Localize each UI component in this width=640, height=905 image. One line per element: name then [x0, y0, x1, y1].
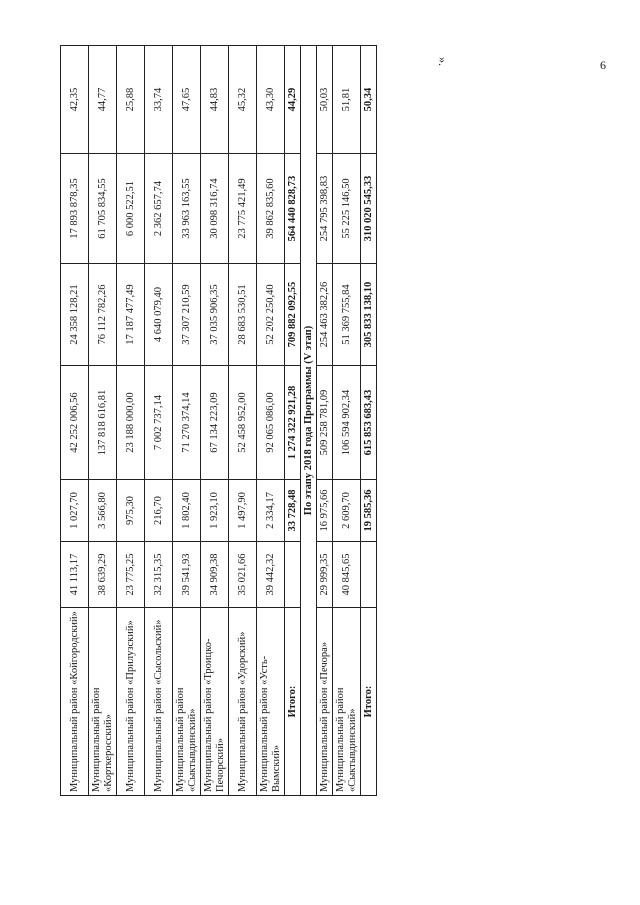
cell-total-cost: 7 002 737,14 [145, 366, 173, 480]
table-row [229, 46, 257, 796]
cell-municipality: Муниципальный район «Удорский» [229, 608, 257, 796]
cell-municipality: Муниципальный район «Троицко-Печорский» [201, 608, 229, 796]
cell-budget-share: 564 440 828,73 [285, 154, 301, 264]
rotated-table-container [60, 46, 440, 796]
cell-fund-share: 52 202 250,40 [257, 264, 285, 366]
cell-fund-share: 4 640 079,40 [145, 264, 173, 366]
cell-municipality: Муниципальный район «Койгородский» [61, 608, 89, 796]
cell-percent: 43,30 [257, 46, 285, 154]
closing-quote-mark: ». [436, 57, 450, 66]
cell-area: 16 975,66 [317, 480, 333, 542]
total-row [285, 46, 301, 796]
program-funding-table [60, 45, 377, 796]
table-row [257, 46, 285, 796]
cell-fund-share: 254 463 382,26 [317, 264, 333, 366]
cell-budget-share: 254 795 398,83 [317, 154, 333, 264]
cell-percent: 50,34 [361, 46, 377, 154]
cell-municipality: Муниципальный район «Прилузский» [117, 608, 145, 796]
cell-fund-share: 305 833 138,10 [361, 264, 377, 366]
table-row [173, 46, 201, 796]
cell-percent: 47,65 [173, 46, 201, 154]
cell-total-cost: 67 134 223,09 [201, 366, 229, 480]
cell-percent: 45,32 [229, 46, 257, 154]
table-row [89, 46, 117, 796]
cell-fund-share: 76 112 782,26 [89, 264, 117, 366]
cell-fund-share: 24 358 128,21 [61, 264, 89, 366]
table-body [61, 46, 377, 796]
cell-total-cost: 106 594 902,34 [333, 366, 361, 480]
cell-area: 2 334,17 [257, 480, 285, 542]
cell-budget-share: 2 362 657,74 [145, 154, 173, 264]
cell-percent: 33,74 [145, 46, 173, 154]
section-heading-row [301, 46, 317, 796]
cell-value: 35 021,66 [229, 542, 257, 608]
total-row [361, 46, 377, 796]
table-row [145, 46, 173, 796]
cell-fund-share: 709 882 092,55 [285, 264, 301, 366]
cell-value: 41 113,17 [61, 542, 89, 608]
total-label: Итого: [285, 608, 301, 796]
cell-municipality: Муниципальный район «Сыктывдинский» [173, 608, 201, 796]
cell-value: 39 541,93 [173, 542, 201, 608]
cell-area: 33 728,48 [285, 480, 301, 542]
table-row [317, 46, 333, 796]
cell-percent: 44,29 [285, 46, 301, 154]
cell-total-cost: 1 274 322 921,28 [285, 366, 301, 480]
cell-total-cost: 615 853 683,43 [361, 366, 377, 480]
cell-fund-share: 37 307 210,59 [173, 264, 201, 366]
cell-total-cost: 71 270 374,14 [173, 366, 201, 480]
cell-municipality: Муниципальный район «Печора» [317, 608, 333, 796]
total-label: Итого: [361, 608, 377, 796]
cell-total-cost: 92 065 086,00 [257, 366, 285, 480]
cell-percent: 50,03 [317, 46, 333, 154]
cell-area: 216,70 [145, 480, 173, 542]
cell-municipality: Муниципальный район «Корткеросский» [89, 608, 117, 796]
cell-municipality: Муниципальный район «Усть-Вымский» [257, 608, 285, 796]
cell-value: 23 775,25 [117, 542, 145, 608]
cell-budget-share: 30 098 316,74 [201, 154, 229, 264]
cell-value [361, 542, 377, 608]
cell-fund-share: 51 369 755,84 [333, 264, 361, 366]
cell-municipality: Муниципальный район «Сыктывдинский» [333, 608, 361, 796]
cell-fund-share: 28 683 530,51 [229, 264, 257, 366]
table-row [333, 46, 361, 796]
cell-value: 39 442,32 [257, 542, 285, 608]
cell-municipality: Муниципальный район «Сысольский» [145, 608, 173, 796]
cell-fund-share: 37 035 906,35 [201, 264, 229, 366]
cell-total-cost: 509 258 781,09 [317, 366, 333, 480]
cell-area: 1 497,90 [229, 480, 257, 542]
cell-total-cost: 23 188 000,00 [117, 366, 145, 480]
section-title: По этапу 2018 года Программы (V этап) [301, 46, 317, 796]
cell-value: 29 999,35 [317, 542, 333, 608]
cell-total-cost: 137 818 616,81 [89, 366, 117, 480]
cell-area: 1 802,40 [173, 480, 201, 542]
cell-percent: 44,83 [201, 46, 229, 154]
cell-budget-share: 17 893 878,35 [61, 154, 89, 264]
cell-area: 19 585,36 [361, 480, 377, 542]
cell-value: 32 315,35 [145, 542, 173, 608]
cell-percent: 42,35 [61, 46, 89, 154]
cell-value [285, 542, 301, 608]
table-row [117, 46, 145, 796]
cell-area: 3 566,80 [89, 480, 117, 542]
cell-budget-share: 39 862 835,60 [257, 154, 285, 264]
cell-value: 40 845,65 [333, 542, 361, 608]
cell-area: 1 027,70 [61, 480, 89, 542]
cell-value: 34 909,38 [201, 542, 229, 608]
cell-budget-share: 33 963 163,55 [173, 154, 201, 264]
cell-budget-share: 55 225 146,50 [333, 154, 361, 264]
cell-budget-share: 61 705 834,55 [89, 154, 117, 264]
cell-area: 1 923,10 [201, 480, 229, 542]
cell-total-cost: 52 458 952,00 [229, 366, 257, 480]
cell-area: 2 609,70 [333, 480, 361, 542]
cell-value: 38 639,29 [89, 542, 117, 608]
cell-total-cost: 42 252 006,56 [61, 366, 89, 480]
table-row [201, 46, 229, 796]
cell-percent: 44,77 [89, 46, 117, 154]
cell-percent: 25,88 [117, 46, 145, 154]
table-row [61, 46, 89, 796]
cell-budget-share: 6 000 522,51 [117, 154, 145, 264]
cell-area: 975,30 [117, 480, 145, 542]
cell-percent: 51,81 [333, 46, 361, 154]
cell-budget-share: 310 020 545,33 [361, 154, 377, 264]
cell-budget-share: 23 775 421,49 [229, 154, 257, 264]
page-number: 6 [600, 58, 606, 72]
cell-fund-share: 17 187 477,49 [117, 264, 145, 366]
